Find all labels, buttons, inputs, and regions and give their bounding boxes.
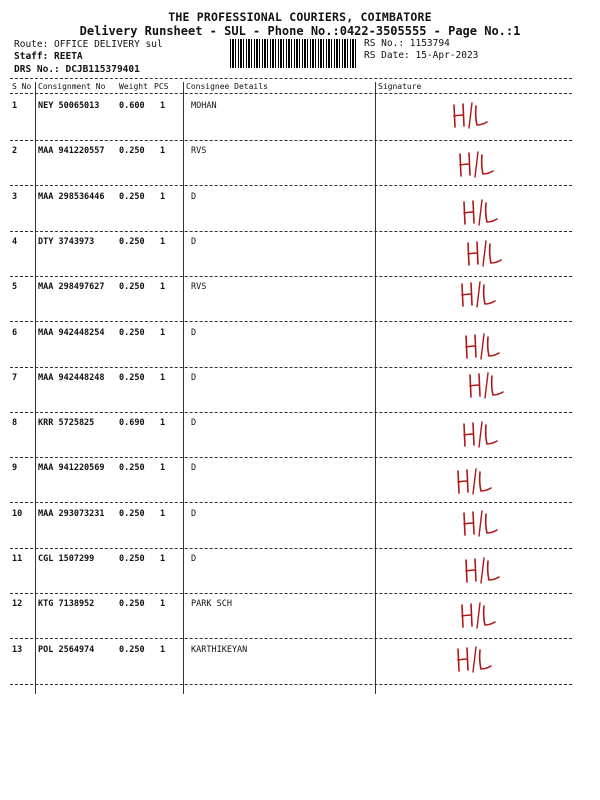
row-consignee: D bbox=[191, 463, 197, 474]
handwritten-signature bbox=[454, 467, 574, 503]
row-serial-number: 13 bbox=[12, 644, 23, 655]
handwritten-signature bbox=[460, 509, 580, 545]
row-consignee: D bbox=[191, 372, 197, 383]
staff-text: Staff: REETA bbox=[14, 51, 83, 62]
header-top-divider bbox=[10, 78, 572, 79]
row-pieces: 1 bbox=[160, 236, 166, 247]
row-pieces: 1 bbox=[160, 463, 166, 474]
handwritten-signature bbox=[458, 280, 578, 316]
row-pieces: 1 bbox=[160, 101, 166, 111]
row-consignee: D bbox=[191, 554, 197, 564]
row-serial-number: 8 bbox=[12, 418, 18, 429]
row-divider bbox=[10, 185, 572, 186]
row-consignee: D bbox=[191, 191, 197, 202]
rs-number: RS No.: 1153794 bbox=[364, 38, 450, 49]
col-header-consignment: Consignment No bbox=[38, 82, 106, 91]
row-weight: 0.690 bbox=[119, 418, 145, 429]
handwritten-signature bbox=[458, 601, 578, 637]
row-weight: 0.250 bbox=[119, 327, 145, 338]
runsheet-title: Delivery Runsheet - SUL - Phone No.:0422-3505555 - Page No.:1 bbox=[79, 24, 521, 38]
row-divider bbox=[10, 412, 572, 413]
row-divider bbox=[10, 231, 572, 232]
row-pieces: 1 bbox=[160, 327, 166, 338]
row-pieces: 1 bbox=[160, 508, 166, 519]
row-weight: 0.250 bbox=[119, 372, 145, 383]
handwritten-signature bbox=[454, 645, 574, 681]
handwritten-signature bbox=[456, 150, 576, 186]
row-pieces: 1 bbox=[160, 554, 166, 564]
row-serial-number: 6 bbox=[12, 327, 18, 338]
row-weight: 0.250 bbox=[119, 644, 145, 655]
row-weight: 0.250 bbox=[119, 146, 145, 157]
handwritten-signature bbox=[462, 332, 582, 368]
row-pieces: 1 bbox=[160, 282, 166, 293]
row-weight: 0.250 bbox=[119, 191, 145, 202]
table-row bbox=[0, 278, 600, 324]
table-row bbox=[0, 505, 600, 551]
handwritten-signature bbox=[450, 101, 570, 137]
table-row bbox=[0, 595, 600, 641]
row-weight: 0.250 bbox=[119, 599, 145, 610]
table-row bbox=[0, 97, 600, 143]
row-serial-number: 5 bbox=[12, 282, 18, 293]
table-row bbox=[0, 550, 600, 596]
row-consignment-number: MAA 942448248 bbox=[38, 372, 105, 383]
col-header-consignee: Consignee Details bbox=[186, 82, 268, 91]
row-consignment-number: KRR 5725825 bbox=[38, 418, 95, 429]
handwritten-signature bbox=[460, 198, 580, 234]
row-pieces: 1 bbox=[160, 644, 166, 655]
row-consignment-number: MAA 942448254 bbox=[38, 327, 105, 338]
row-serial-number: 4 bbox=[12, 236, 18, 247]
row-pieces: 1 bbox=[160, 372, 166, 383]
table-row bbox=[0, 414, 600, 460]
table-row bbox=[0, 142, 600, 188]
row-serial-number: 7 bbox=[12, 372, 18, 383]
row-consignee: RVS bbox=[191, 146, 207, 157]
row-consignment-number: CGL 1507299 bbox=[38, 554, 95, 564]
row-weight: 0.250 bbox=[119, 554, 145, 564]
handwritten-signature bbox=[462, 556, 582, 592]
table-row bbox=[0, 188, 600, 234]
handwritten-signature bbox=[464, 239, 584, 275]
col-header-pcs: PCS bbox=[154, 82, 169, 91]
table-row bbox=[0, 369, 600, 415]
row-consignee: D bbox=[191, 236, 197, 247]
row-pieces: 1 bbox=[160, 599, 166, 610]
table-row bbox=[0, 641, 600, 687]
route-text: Route: OFFICE DELIVERY sul bbox=[14, 39, 163, 50]
row-consignee: D bbox=[191, 327, 197, 338]
row-consignee: PARK SCH bbox=[191, 599, 232, 610]
row-divider bbox=[10, 548, 572, 549]
row-consignment-number: NEY 50065013 bbox=[38, 101, 100, 111]
row-divider bbox=[10, 140, 572, 141]
row-consignment-number: POL 2564974 bbox=[38, 644, 95, 655]
row-consignment-number: DTY 3743973 bbox=[38, 236, 95, 247]
drs-number: DRS No.: DCJB115379401 bbox=[14, 64, 140, 75]
row-divider bbox=[10, 684, 572, 685]
header-bottom-divider bbox=[10, 93, 572, 94]
row-consignee: MOHAN bbox=[191, 101, 217, 111]
row-serial-number: 3 bbox=[12, 191, 18, 202]
company-title: THE PROFESSIONAL COURIERS, COIMBATORE bbox=[168, 10, 432, 24]
row-serial-number: 2 bbox=[12, 146, 18, 157]
row-divider bbox=[10, 457, 572, 458]
col-header-weight: Weight bbox=[119, 82, 148, 91]
row-consignment-number: MAA 298497627 bbox=[38, 282, 105, 293]
row-serial-number: 10 bbox=[12, 508, 23, 519]
row-weight: 0.250 bbox=[119, 236, 145, 247]
row-weight: 0.600 bbox=[119, 101, 145, 111]
row-serial-number: 9 bbox=[12, 463, 18, 474]
row-pieces: 1 bbox=[160, 191, 166, 202]
row-weight: 0.250 bbox=[119, 282, 145, 293]
row-consignee: D bbox=[191, 508, 197, 519]
row-serial-number: 1 bbox=[12, 101, 18, 111]
row-divider bbox=[10, 593, 572, 594]
row-consignment-number: MAA 298536446 bbox=[38, 191, 105, 202]
row-consignee: RVS bbox=[191, 282, 207, 293]
row-pieces: 1 bbox=[160, 146, 166, 157]
handwritten-signature bbox=[466, 371, 586, 407]
row-consignment-number: MAA 941220569 bbox=[38, 463, 105, 474]
row-consignee: D bbox=[191, 418, 197, 429]
row-serial-number: 12 bbox=[12, 599, 23, 610]
row-divider bbox=[10, 276, 572, 277]
row-divider bbox=[10, 367, 572, 368]
table-row bbox=[0, 233, 600, 279]
col-header-signature: Signature bbox=[378, 82, 422, 91]
row-consignee: KARTHIKEYAN bbox=[191, 644, 248, 655]
row-weight: 0.250 bbox=[119, 463, 145, 474]
table-row bbox=[0, 324, 600, 370]
row-consignment-number: MAA 293073231 bbox=[38, 508, 105, 519]
handwritten-signature bbox=[460, 420, 580, 456]
row-consignment-number: KTG 7138952 bbox=[38, 599, 95, 610]
row-consignment-number: MAA 941220557 bbox=[38, 146, 105, 157]
table-row bbox=[0, 459, 600, 505]
rs-date: RS Date: 15-Apr-2023 bbox=[364, 50, 479, 61]
row-divider bbox=[10, 502, 572, 503]
barcode-image bbox=[230, 39, 358, 68]
row-divider bbox=[10, 321, 572, 322]
row-serial-number: 11 bbox=[12, 554, 23, 564]
col-header-sno: S No bbox=[12, 82, 32, 91]
row-weight: 0.250 bbox=[119, 508, 145, 519]
row-pieces: 1 bbox=[160, 418, 166, 429]
row-divider bbox=[10, 638, 572, 639]
